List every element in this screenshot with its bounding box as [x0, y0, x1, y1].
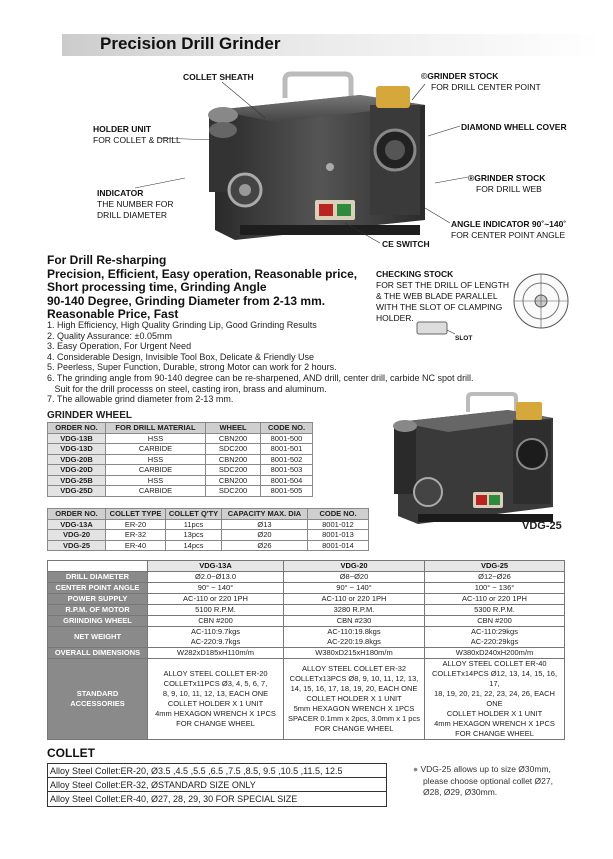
table-row: VDG-20 ER-32 13pcs Ø20 8001-013	[48, 530, 369, 541]
collet-note: ● VDG-25 allows up to size Ø30mm, please choose optional collet Ø27, Ø28, Ø29, Ø30mm.	[413, 764, 553, 797]
table-row: VDG-13D CARBIDE SDC200 8001-501	[48, 444, 313, 455]
label-holder-unit: HOLDER UNIT FOR COLLET & DRILL	[93, 124, 181, 145]
list-item: Suit for the drill processs on steel, casting iron, brass and aluminum.	[47, 383, 327, 394]
list-item: Alloy Steel Collet:ER-32, ØSTANDARD SIZE ONLY	[48, 778, 386, 792]
list-item: 6. The grinding angle from 90-140 degree can be re-sharpened, AND drill, center drill, carbide NC spot drill.	[47, 372, 474, 383]
table-row: VDG-20D CARBIDE SDC200 8001-503	[48, 465, 313, 476]
spec-table: VDG-13A VDG-20 VDG-25 DRILL DIAMETER Ø2.0~Ø13.0 Ø8~Ø20 Ø12~Ø26 CENTER POINT ANGLE 90° ~ 140° 90° ~ 140° 100° ~ 136° POWER SUPPLY AC-110 or 220 1PH AC-110 or 220 1PH AC-110 or 220 1PH R.P.M. OF MOTOR 5100 R.P.M. 3280 R.P.M. 5300 R.P.M. GRIINDING WHEEL CBN #200 CBN #230 CBN #200 NET WEIGHT AC-110:9.7kgs AC-220:9.7kgs AC-110:19.8kgs AC-220:19.8kgs AC-110:29kgs AC-220:29kgs OVERALL DIMENSIONS W282xD185xH110m/m W380xD215xH180m/m W380xD240xH200m/m STANDARD ACCESSORIES ALLOY STEEL COLLET ER-20 COLLETx11PCS Ø3, 4, 5, 6, 7, 8, 9, 10, 11, 12, 13, EACH ONE COLLET HOLDER X 1 UNIT 4mm HEXAGON WRENCH X 1PCS FOR CHANGE WHEEL ALLOY STEEL COLLET ER-32 COLLETx13PCS Ø8, 9, 10, 11, 12, 13, 14, 15, 16, 17, 18, 19, 20, EACH ONE COLLET HOLDER X 1 UNIT 5mm HEXAGON WRENCH X 1PCS SPACER 0.1mm x 2pcs, 3.0mm x 1 pcs FOR CHANGE WHEEL ALLOY STEEL COLLET ER-40 COLLETx14PCS Ø12, 13, 14, 15, 16, 17, 18, 19, 20, 21, 22, 23, 24, 26, EACH ONE COLLET HOLDER X 1 UNIT 4mm HEXAGON WRENCH X 1PCS FOR CHANGE WHEEL	[47, 560, 565, 740]
table-row: VDG-25 ER-40 14pcs Ø26 8001-014	[48, 540, 369, 551]
label-diamond-cover: DIAMOND WHELL COVER	[461, 122, 567, 132]
model-label: VDG-25	[522, 520, 562, 532]
grinder-wheel-table: ORDER NO. FOR DRILL MATERIAL WHEEL CODE NO. VDG-13B HSS CBN200 8001-500 VDG-13D CARBIDE SDC200 8001-501 VDG-20B HSS CBN200 8001-502 VDG-20D CARBIDE SDC200 8001-503 VDG-25B HSS CBN200 8001-504 VDG-25D CARBIDE SDC200 8001-505	[47, 422, 313, 497]
bullet-icon: ●	[413, 764, 421, 774]
page-title: Precision Drill Grinder	[100, 34, 281, 53]
list-item: Alloy Steel Collet:ER-40, Ø27, 28, 29, 30 FOR SPECIAL SIZE	[50, 794, 298, 804]
checking-stock-diagram	[505, 270, 577, 332]
table-row: VDG-13A ER-20 11pcs Ø13 8001-012	[48, 519, 369, 530]
label-grinder-stock-center: ©GRINDER STOCK FOR DRILL CENTER POINT	[421, 71, 541, 92]
list-item: 2. Quality Assurance: ±0.05mm	[47, 330, 172, 341]
vdg25-machine-image	[388, 392, 563, 532]
label-ce-switch: CE SWITCH	[382, 239, 430, 249]
label-checking-stock: CHECKING STOCK FOR SET THE DRILL OF LENGTH & THE WEB BLADE PARALLEL WITH THE SLOT OF CLAMPING HOLDER.	[376, 269, 510, 323]
table-row: CENTER POINT ANGLE 90° ~ 140° 90° ~ 140° 100° ~ 136°	[48, 583, 565, 594]
headline-block: For Drill Re-sharping Precision, Efficient, Easy operation, Reasonable price, Short processing time, Grinding Angle 90-140 Degree, Grinding Diameter from 2-13 mm. Reasonable Price, Fast	[47, 253, 358, 321]
list-item: Alloy Steel Collet:ER-20, Ø3.5 ,4.5 ,5.5 ,6.5 ,7.5 ,8.5, 9.5 ,10.5 ,11.5, 12.5	[48, 764, 386, 778]
table-row: VDG-25B HSS CBN200 8001-504	[48, 475, 313, 486]
table-row: VDG-20B HSS CBN200 8001-502	[48, 454, 313, 465]
list-item: 3. Easy Operation, For Urgent Need	[47, 341, 192, 352]
list-item: 5. Peerless, Super Function, Durable, strong Motor can work for 2 hours.	[47, 362, 337, 373]
collet-list	[47, 763, 387, 807]
grinder-wheel-heading: GRINDER WHEEL	[47, 410, 132, 421]
collet-type-table: ORDER NO. COLLET TYPE COLLET Q'TY CAPACITY MAX. DIA CODE NO. VDG-13A ER-20 11pcs Ø13 8001-012 VDG-20 ER-32 13pcs Ø20 8001-013 VDG-25 ER-40 14pcs Ø26 8001-014	[47, 508, 369, 551]
table-row: STANDARD ACCESSORIES ALLOY STEEL COLLET ER-20 COLLETx11PCS Ø3, 4, 5, 6, 7, 8, 9, 10, 11, 12, 13, EACH ONE COLLET HOLDER X 1 UNIT 4mm HEXAGON WRENCH X 1PCS FOR CHANGE WHEEL ALLOY STEEL COLLET ER-32 COLLETx13PCS Ø8, 9, 10, 11, 12, 13, 14, 15, 16, 17, 18, 19, 20, EACH ONE COLLET HOLDER X 1 UNIT 5mm HEXAGON WRENCH X 1PCS SPACER 0.1mm x 2pcs, 3.0mm x 1 pcs FOR CHANGE WHEEL ALLOY STEEL COLLET ER-40 COLLETx14PCS Ø12, 13, 14, 15, 16, 17, 18, 19, 20, 21, 22, 23, 24, 26, EACH ONE COLLET HOLDER X 1 UNIT 4mm HEXAGON WRENCH X 1PCS FOR CHANGE WHEEL	[48, 659, 565, 740]
label-angle-indicator: ANGLE INDICATOR 90˚~140˚ FOR CENTER POINT ANGLE	[451, 219, 567, 240]
list-item: 1. High Efficiency, High Quality Grinding Lip, Good Grinding Results	[47, 320, 317, 330]
table-row: DRILL DIAMETER Ø2.0~Ø13.0 Ø8~Ø20 Ø12~Ø26	[48, 572, 565, 583]
table-row: POWER SUPPLY AC-110 or 220 1PH AC-110 or 220 1PH AC-110 or 220 1PH	[48, 594, 565, 605]
label-slot: SLOT	[455, 335, 473, 342]
table-row: VDG-13B HSS CBN200 8001-500	[48, 433, 313, 444]
table-row: OVERALL DIMENSIONS W282xD185xH110m/m W380xD215xH180m/m W380xD240xH200m/m	[48, 648, 565, 659]
label-collet-sheath: COLLET SHEATH	[183, 72, 254, 82]
table-row: GRIINDING WHEEL CBN #200 CBN #230 CBN #200	[48, 616, 565, 627]
collet-heading: COLLET	[47, 746, 95, 760]
table-row: VDG-25D CARBIDE SDC200 8001-505	[48, 486, 313, 497]
table-row: R.P.M. OF MOTOR 5100 R.P.M. 3280 R.P.M. 5300 R.P.M.	[48, 605, 565, 616]
list-item: 7. The allowable grind diameter from 2-13 mm.	[47, 394, 234, 405]
list-item: 4. Considerable Design, Invisible Tool Box, Delicate & Friendly Use	[47, 351, 314, 362]
table-row: NET WEIGHT AC-110:9.7kgs AC-220:9.7kgs AC-110:19.8kgs AC-220:19.8kgs AC-110:29kgs AC-220:29kgs	[48, 627, 565, 648]
label-grinder-stock-web: ®GRINDER STOCK FOR DRILL WEB	[468, 173, 546, 194]
label-indicator: INDICATOR THE NUMBER FOR DRILL DIAMETER	[97, 188, 174, 220]
